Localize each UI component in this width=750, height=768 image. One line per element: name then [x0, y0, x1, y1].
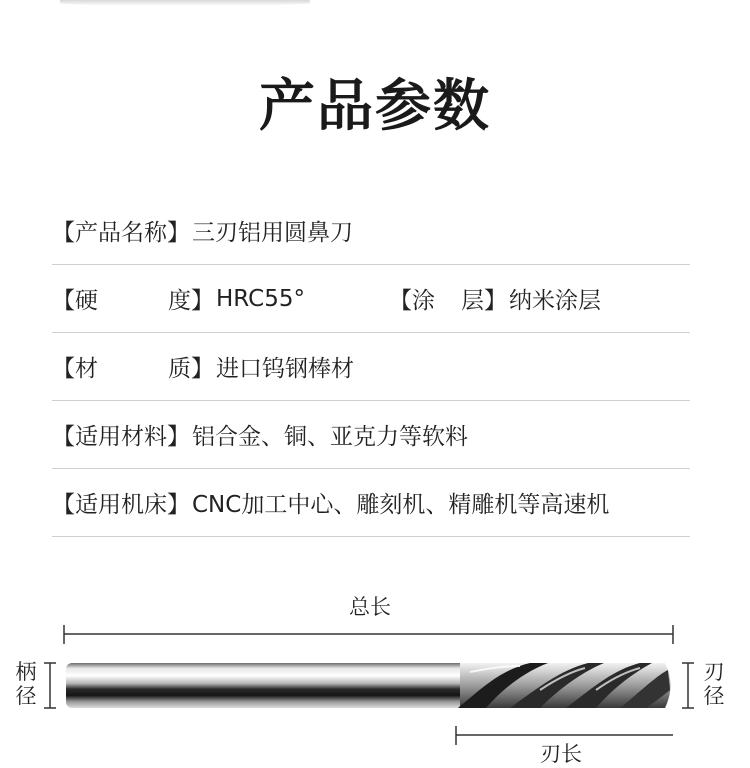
page-title: 产品参数 — [259, 74, 491, 139]
spec-value: 铝合金、铜、亚克力等软料 — [192, 424, 468, 450]
tool-flutes — [458, 663, 671, 708]
shank-diameter-bracket — [44, 663, 56, 708]
spec-label: 【适用机床】 — [52, 492, 190, 518]
blade-diameter-label: 刃径 — [703, 660, 725, 708]
blade-diameter-bracket — [682, 663, 694, 708]
spec-label: 【适用材料】 — [52, 424, 190, 450]
spec-value: 纳米涂层 — [508, 288, 601, 314]
spec-label: 【 材 质 】 — [52, 356, 214, 382]
total-length-dimension — [64, 625, 673, 644]
spec-label: 【 硬 度 】 — [52, 288, 214, 314]
total-length-label: 总长 — [349, 595, 391, 619]
spec-value: 进口钨钢棒材 — [216, 356, 354, 382]
shank-diameter-label: 柄径 — [15, 660, 37, 708]
tool-shank — [66, 663, 466, 708]
spec-value: 三刃铝用圆鼻刀 — [192, 220, 353, 246]
spec-value: CNC加工中心、雕刻机、精雕机等高速机 — [192, 492, 610, 518]
blade-length-label: 刃长 — [540, 742, 582, 766]
spec-label: 【产品名称】 — [52, 220, 190, 246]
spec-label: 【 涂 层 】 — [388, 288, 507, 314]
spec-value: HRC55° — [216, 285, 305, 312]
